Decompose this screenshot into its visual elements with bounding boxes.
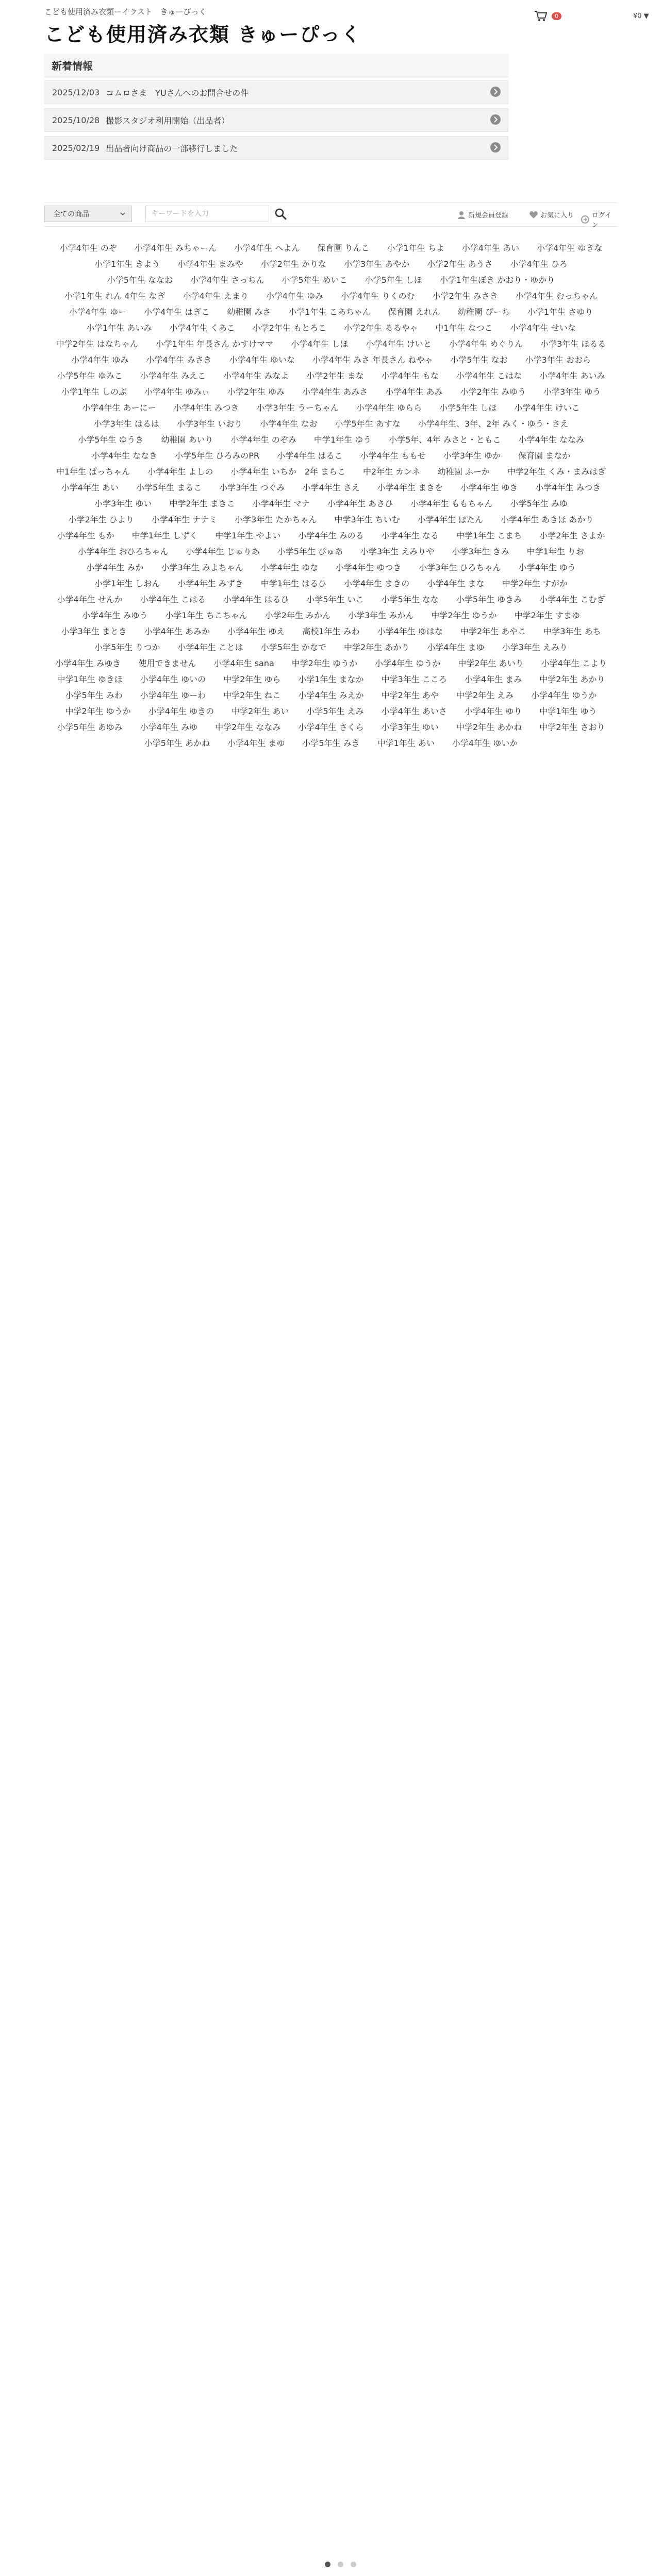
news-text: 撮影スタジオ利用開始（出品者）: [106, 115, 230, 126]
tag-link[interactable]: 小学4年生 ももちゃん: [410, 499, 493, 509]
tag-link[interactable]: 中学2年生 はなちゃん: [56, 339, 138, 349]
tag-link[interactable]: 小学5年生 しほ: [365, 275, 422, 285]
tag-link[interactable]: 小学4年生 ゆうか: [375, 658, 441, 668]
login-label: ログイン: [591, 212, 611, 229]
tag-link[interactable]: 中学2年生 あかり: [344, 642, 410, 652]
tag-link[interactable]: 小学5年生 ひろみのPR: [175, 451, 260, 461]
site-tagline: こども使用済み衣類ーイラスト きゅーびっく: [44, 7, 207, 16]
slider-dot[interactable]: [325, 2562, 330, 2567]
chevron-down-icon: [119, 210, 126, 217]
tag-link[interactable]: 小学5年生 しほ: [439, 403, 497, 413]
slider-dot[interactable]: [338, 2562, 343, 2567]
tag-link[interactable]: 小学4年生 まきを: [377, 483, 443, 493]
tag-link[interactable]: 小学5年生 めいこ: [282, 275, 347, 285]
tag-link[interactable]: 小学4年生 むっちゃん: [515, 291, 598, 301]
tag-link[interactable]: 小学2年生 まな: [306, 371, 364, 381]
tag-link[interactable]: 小学2年生 ひより: [68, 515, 134, 524]
cart-count-badge: 0: [552, 12, 561, 20]
keyword-search-input[interactable]: [145, 206, 269, 222]
tag-link[interactable]: 小学4年生 みゆう: [82, 611, 148, 620]
tag-link[interactable]: 小学4年生 あいみ: [539, 371, 605, 381]
news-text: 出品者向け商品の一部移行しました: [106, 143, 238, 154]
tag-link[interactable]: 小学2年生 るるやゃ: [344, 323, 418, 333]
tag-link[interactable]: 小学1年生 こあちゃん: [288, 307, 371, 317]
tag-link[interactable]: 小学5年生 みわ: [65, 690, 123, 700]
tag-link[interactable]: 中学1年生 ゆう: [313, 435, 372, 445]
tag-link[interactable]: 小学4年生 みえこ: [140, 371, 206, 381]
tag-link[interactable]: 小学4年生 ゆみ: [266, 291, 324, 301]
favorites-label: お気に入り: [540, 212, 574, 219]
tag-link[interactable]: 小学4年生 ゆき: [460, 483, 518, 493]
tag-link[interactable]: 小学5年生 あすな: [335, 419, 401, 429]
tag-link[interactable]: 中学1年生 ゆきほ: [57, 674, 123, 684]
tag-link[interactable]: 小学5年生 えみ: [306, 706, 364, 716]
tag-link[interactable]: 小学4年生 はぎこ: [144, 307, 210, 317]
tag-link[interactable]: 小学5年生 ゆうき: [78, 435, 144, 445]
tag-link[interactable]: 小学4年生 ゆな: [260, 563, 318, 572]
tag-link[interactable]: 小学1年生 あいみ: [86, 323, 152, 333]
tag-link[interactable]: 幼稚園 ふーか: [437, 467, 490, 477]
tag-link[interactable]: 中学1年生 やよい: [215, 531, 281, 540]
tag-link[interactable]: 中学2年生 くみ・まみはぎ: [507, 467, 606, 477]
register-link[interactable]: [457, 210, 508, 219]
tag-link[interactable]: 小学3年生 えみり: [502, 642, 568, 652]
tag-link[interactable]: 小学4年生 ゆうか: [531, 690, 597, 700]
tag-link[interactable]: 小学5年生 みき: [302, 738, 360, 748]
tag-link[interactable]: 小学4年生 えまり: [183, 291, 249, 301]
tag-link[interactable]: 小学4年生 みのる: [298, 531, 364, 540]
news-item[interactable]: [44, 108, 508, 132]
tag-link[interactable]: 中学1年生 こまち: [456, 531, 522, 540]
tag-link[interactable]: 小学2年生 もとろこ: [252, 323, 326, 333]
slider-dot[interactable]: [351, 2562, 356, 2567]
site-header: [0, 0, 662, 52]
tag-link[interactable]: 小学3年生 えみりや: [360, 547, 435, 556]
tag-link[interactable]: 中学2年生 さおり: [539, 722, 605, 732]
tag-link[interactable]: 小学3年生 はるは: [93, 419, 159, 429]
tag-link[interactable]: 小学4年生 けいと: [366, 339, 432, 349]
tag-link[interactable]: 小学5年、4年 みさと・ともこ: [389, 435, 501, 445]
news-item[interactable]: [44, 136, 508, 160]
tag-link[interactable]: 小学4年生 みさき: [146, 355, 212, 365]
tag-link[interactable]: 小学2年生 さよか: [539, 531, 605, 540]
tag-link[interactable]: 小学4年生 みさ 年長さん ねやゃ: [312, 355, 433, 365]
tag-link[interactable]: 小学3年生 ゆか: [443, 451, 501, 461]
cart-total[interactable]: ¥0 ▼: [633, 12, 649, 20]
chevron-right-icon: [490, 87, 501, 97]
tag-link[interactable]: 中学1年生 りお: [526, 547, 584, 556]
tag-link[interactable]: 小学4年生 ゆきな: [537, 243, 603, 253]
tag-link[interactable]: 小学4年生 みゆき: [55, 658, 121, 668]
tag-link[interactable]: 小学4年生 まみ: [464, 674, 522, 684]
tag-link[interactable]: 小学4年生 のぞみ: [230, 435, 296, 445]
tag-link[interactable]: 小学4年生、3年、2年 みく・ゆう・さえ: [418, 419, 569, 429]
tag-link[interactable]: 小学5年生 ぴゅあ: [277, 547, 343, 556]
tag-link[interactable]: 小学4年生 みずき: [177, 579, 243, 588]
tag-link[interactable]: 小学2年生 みさき: [432, 291, 498, 301]
tag-link[interactable]: 小学5年生 ゆきみ: [456, 595, 522, 604]
tag-link[interactable]: 小学4年生 まきの: [344, 579, 410, 588]
tag-link[interactable]: 小学4年生 もか: [57, 531, 114, 540]
tag-link[interactable]: 小学4年生 ななき: [91, 451, 158, 461]
tag-link[interactable]: 小学4年生 ゆー: [69, 307, 127, 317]
tag-link[interactable]: 小学4年生 のぞ: [59, 243, 117, 253]
tag-link[interactable]: 小学4年生 みつき: [535, 483, 601, 493]
tag-link[interactable]: 小学4年生 こはな: [456, 371, 522, 381]
tag-link[interactable]: 小学4年生 みつき: [173, 403, 239, 413]
tag-link[interactable]: 小学3年生 おおら: [525, 355, 591, 365]
tag-link[interactable]: 中学2年生 ゆうか: [431, 611, 497, 620]
tag-link[interactable]: 小学4年生 ゆえ: [227, 626, 285, 636]
tag-link[interactable]: 小学3年生 みよちゃん: [161, 563, 243, 572]
tag-link[interactable]: 小学4年生 もな: [381, 371, 439, 381]
tag-link[interactable]: 中学1年生 あい: [377, 738, 435, 748]
tag-link[interactable]: 小学1年生 年長さん かすけママ: [155, 339, 274, 349]
tag-link[interactable]: 保育園 えれん: [388, 307, 440, 317]
tag-link[interactable]: 中1年生 ぱっちゃん: [56, 467, 130, 477]
news-date: 2025/02/19: [52, 143, 100, 153]
tag-link[interactable]: 小学4年生 みちゃーん: [134, 243, 217, 253]
tag-link[interactable]: 小学3年生 ほるる: [540, 339, 606, 349]
tag-link[interactable]: 小学2年生 みゆう: [460, 387, 526, 397]
tag-link[interactable]: 小学4年生 あさひ: [327, 499, 393, 509]
tag-link[interactable]: 使用できません: [138, 658, 196, 668]
tag-link[interactable]: 小学4年生 sana: [213, 658, 274, 668]
tag-link[interactable]: 小学5年生 かなで: [260, 642, 326, 652]
tag-link[interactable]: 小学4年生 へよん: [234, 243, 300, 253]
cart-icon: [534, 10, 548, 22]
tag-link[interactable]: 小学3年生 ゆい: [381, 722, 439, 732]
tag-link[interactable]: 小学4年生 おひろちゃん: [78, 547, 169, 556]
tag-link[interactable]: 小学4年生 ゆはな: [377, 626, 443, 636]
tag-link[interactable]: 中学1年生 しずく: [131, 531, 198, 540]
tag-link[interactable]: 幼稚園 あいり: [161, 435, 213, 445]
tag-link[interactable]: 小学4年生 ゆり: [464, 706, 522, 716]
tag-link[interactable]: 小学5年生 なお: [450, 355, 508, 365]
tag-link[interactable]: 小学4年生 じゅりあ: [186, 547, 260, 556]
tag-link[interactable]: 小学4年生 ゆらら: [356, 403, 422, 413]
tag-link[interactable]: 小学4年生 いちか 2年 まらこ: [230, 467, 345, 477]
tag-link[interactable]: 小学4年生 あい: [461, 243, 520, 253]
tag-link[interactable]: 小学4年生 ゆきの: [148, 706, 214, 716]
tag-link[interactable]: 小学1年生 きよう: [94, 259, 160, 269]
tag-link[interactable]: 小学4年生 あーにー: [82, 403, 156, 413]
tag-link[interactable]: 小学4年生 けいこ: [514, 403, 580, 413]
news-date: 2025/10/28: [52, 115, 100, 125]
tag-link[interactable]: 小学4年生 しほ: [291, 339, 349, 349]
tag-link[interactable]: 小学1年生ぼき かおり・ゆかり: [439, 275, 555, 285]
login-icon: [581, 215, 590, 224]
tag-link[interactable]: 小学4年生 こむぎ: [539, 595, 605, 604]
tag-link[interactable]: 小学4年生 ももせ: [360, 451, 426, 461]
tag-link[interactable]: 小学3年生 まとき: [61, 626, 127, 636]
tag-link[interactable]: 小学2年生 みかん: [264, 611, 330, 620]
tag-link[interactable]: 中1年生 なつこ: [435, 323, 493, 333]
tag-link[interactable]: 小学4年生 よしの: [147, 467, 213, 477]
tag-link[interactable]: 小学4年生 ゆう: [518, 563, 576, 572]
tag-link[interactable]: 小学3年生 ひろちゃん: [419, 563, 501, 572]
tag-link[interactable]: 小学3年生 うーちゃん: [256, 403, 339, 413]
tag-link[interactable]: 保育園 りんこ: [317, 243, 370, 253]
register-label: 新規会員登録: [468, 212, 509, 219]
tag-link[interactable]: 小学4年生 ひろ: [510, 259, 568, 269]
tag-link[interactable]: 中学2年生 ねこ: [223, 690, 281, 700]
tag-cloud: [44, 240, 618, 2270]
tag-link[interactable]: 小学4年生 ゆいの: [140, 674, 206, 684]
tag-link[interactable]: 小学3年生 あやか: [344, 259, 410, 269]
tag-link[interactable]: 中学2年生 あかり: [539, 674, 605, 684]
tag-link[interactable]: 保育園 まなか: [518, 451, 571, 461]
tag-link[interactable]: 小学4年生 ななみ: [518, 435, 584, 445]
tag-link[interactable]: 小学4年生 ことは: [177, 642, 243, 652]
tag-link[interactable]: 中学2年生 えみ: [456, 690, 514, 700]
tag-link[interactable]: 中学3年生 あち: [543, 626, 601, 636]
tag-link[interactable]: 小学4年生 なお: [260, 419, 318, 429]
tag-link[interactable]: 小学4年生 まゆ: [427, 642, 485, 652]
tag-link[interactable]: 小学4年生 あいさ: [381, 706, 447, 716]
tag-link[interactable]: 小学4年生 ゆみぃ: [144, 387, 210, 397]
news-text: コムロさま YUさんへのお問合せの件: [106, 88, 249, 98]
tag-link[interactable]: 小学4年生 こはる: [140, 595, 206, 604]
tag-link[interactable]: 小学5年生 あゆみ: [57, 722, 123, 732]
slider-pagination: [325, 2562, 356, 2567]
tag-link[interactable]: 小学4年生 まみや: [177, 259, 243, 269]
tag-link[interactable]: 中学2年生 すまゆ: [514, 611, 580, 620]
tag-link[interactable]: 中学1年生 はるひ: [260, 579, 326, 588]
tag-link[interactable]: 小学3年生 ゆい: [94, 499, 152, 509]
tag-link[interactable]: 中学3年生 こころ: [381, 674, 447, 684]
tag-link[interactable]: 中学2年生 ななみ: [215, 722, 281, 732]
tag-link[interactable]: 小学5年生 あかね: [144, 738, 210, 748]
tag-link[interactable]: 小学4年生 ナナミ: [151, 515, 218, 524]
tag-link[interactable]: 小学2年生 ゆみ: [227, 387, 285, 397]
tag-link[interactable]: 小学4年生 みか: [86, 563, 144, 572]
tag-link[interactable]: 小学3年生 ゆう: [543, 387, 601, 397]
tag-link[interactable]: 小学1年生 れん 4年生 なぎ: [64, 291, 166, 301]
tag-link[interactable]: 小学5年生 なな: [381, 595, 439, 604]
tag-link[interactable]: 小学4年生 みゆ: [140, 722, 198, 732]
tag-link[interactable]: 中学2年生 あかね: [456, 722, 522, 732]
login-link[interactable]: [581, 210, 618, 229]
tag-link[interactable]: 小学4年生 せんか: [57, 595, 123, 604]
tag-link[interactable]: 小学4年生 はるこ: [277, 451, 343, 461]
tag-link[interactable]: 幼稚園 ぴーち: [457, 307, 510, 317]
tag-link[interactable]: 小学4年生 めぐりん: [449, 339, 523, 349]
tag-link[interactable]: 小学4年生 さっちん: [190, 275, 264, 285]
tag-link[interactable]: 小学4年生 あみさ: [302, 387, 368, 397]
tag-link[interactable]: 小学4年生 ゆーわ: [140, 690, 206, 700]
tag-link[interactable]: 小学4年生 せいな: [510, 323, 576, 333]
tag-link[interactable]: 小学2年生 あうさ: [427, 259, 493, 269]
favorites-link[interactable]: [529, 210, 574, 219]
tag-link[interactable]: 中学2年生 ゆら: [223, 674, 281, 684]
tag-link[interactable]: 小学2年生 かりな: [260, 259, 326, 269]
tag-link[interactable]: 中学2年生 まきこ: [169, 499, 235, 509]
tag-link[interactable]: 小学1年生 まなか: [298, 674, 364, 684]
heart-icon: [529, 210, 538, 219]
cart-button[interactable]: [534, 10, 561, 22]
search-icon[interactable]: [273, 207, 288, 221]
tag-link[interactable]: 中学1年生 ゆう: [539, 706, 597, 716]
tag-link[interactable]: 中学2年生 あやこ: [460, 626, 526, 636]
category-select[interactable]: [44, 206, 132, 222]
tag-link[interactable]: 小学3年生 たかちゃん: [235, 515, 317, 524]
tag-link[interactable]: 小学1年生 ちよ: [387, 243, 444, 253]
tag-link[interactable]: 小学4年生 こより: [541, 658, 607, 668]
tag-link[interactable]: 小学4年生 りくのむ: [341, 291, 415, 301]
tag-link[interactable]: 小学4年生 ぽたん: [417, 515, 484, 524]
tag-link[interactable]: 小学4年生 さくら: [298, 722, 364, 732]
tag-link[interactable]: 小学4年生 さえ: [302, 483, 360, 493]
news-date: 2025/12/03: [52, 87, 100, 97]
tag-link[interactable]: 中学2年生 あいり: [458, 658, 524, 668]
tag-link[interactable]: 小学1年生 さゆり: [527, 307, 593, 317]
tag-link[interactable]: 幼稚園 みさ: [227, 307, 271, 317]
tag-link[interactable]: 小学4年生 はるひ: [223, 595, 289, 604]
tag-link[interactable]: 小学4年生 あきほ あかり: [501, 515, 594, 524]
tag-link[interactable]: 小学3年生 みかん: [348, 611, 414, 620]
tag-link[interactable]: 中学2年生 ゆうか: [65, 706, 131, 716]
tag-link[interactable]: 小学4年生 あい: [61, 483, 119, 493]
tag-link[interactable]: 小学1年生 しおん: [94, 579, 160, 588]
tag-link[interactable]: 小学4年生 あみ: [385, 387, 443, 397]
tag-link[interactable]: 小学1年生 しのぶ: [61, 387, 127, 397]
tag-link[interactable]: 中学3年生 ちいむ: [334, 515, 400, 524]
tag-link[interactable]: 中学2年生 あや: [381, 690, 439, 700]
news-list: [44, 77, 508, 160]
tag-link[interactable]: 小学4年生 まゆ: [227, 738, 285, 748]
news-heading: 新着情報: [44, 54, 508, 77]
tag-link[interactable]: 小学4年生 なる: [381, 531, 439, 540]
tag-link[interactable]: 小学3年生 きみ: [452, 547, 509, 556]
tag-link[interactable]: 小学5年生 ゆみこ: [57, 371, 123, 381]
tag-link[interactable]: 中学2年生 あい: [231, 706, 289, 716]
tag-link[interactable]: 小学4年生 みなよ: [223, 371, 289, 381]
tag-link[interactable]: 小学3年生 いおり: [176, 419, 243, 429]
tag-link[interactable]: 小学5年生 みゆ: [510, 499, 568, 509]
tag-link[interactable]: 小学1年生 ちこちゃん: [165, 611, 247, 620]
user-icon: [457, 210, 466, 219]
tag-link[interactable]: 小学4年生 あみか: [144, 626, 210, 636]
tag-link[interactable]: 中学2年生 ゆうか: [291, 658, 358, 668]
news-item[interactable]: [44, 80, 508, 104]
tag-link[interactable]: 小学4年生 ゆみ: [71, 355, 129, 365]
tag-link[interactable]: 小学4年生 ゆいか: [452, 738, 518, 748]
search-bar: [44, 202, 618, 227]
news-section: [44, 54, 508, 164]
tag-link[interactable]: 小学5年生 ななお: [107, 275, 173, 285]
chevron-right-icon: [490, 142, 501, 152]
tag-link[interactable]: 小学4年生 まな: [427, 579, 485, 588]
tag-link[interactable]: 小学4年生 くあこ: [169, 323, 235, 333]
tag-link[interactable]: 小学4年生 みえか: [298, 690, 364, 700]
chevron-right-icon: [490, 114, 501, 125]
tag-link[interactable]: 中学2年生 すがか: [502, 579, 568, 588]
tag-link[interactable]: 小学5年生 いこ: [306, 595, 364, 604]
tag-link[interactable]: 小学4年生 マナ: [252, 499, 310, 509]
tag-link[interactable]: 小学5年生 りつか: [94, 642, 160, 652]
tag-link[interactable]: 高校1年生 みわ: [302, 626, 360, 636]
tag-link[interactable]: 小学3年生 つぐみ: [219, 483, 285, 493]
tag-link[interactable]: 中2年生 カンネ: [362, 467, 420, 477]
tag-link[interactable]: 小学4年生 ゆいな: [229, 355, 295, 365]
site-title[interactable]: こども使用済み衣類 きゅーぴっく: [44, 23, 362, 46]
category-select-value: 全ての商品: [53, 210, 89, 218]
tag-link[interactable]: 小学5年生 まるこ: [136, 483, 202, 493]
tag-link[interactable]: 小学4年生 ゆつき: [336, 563, 402, 572]
